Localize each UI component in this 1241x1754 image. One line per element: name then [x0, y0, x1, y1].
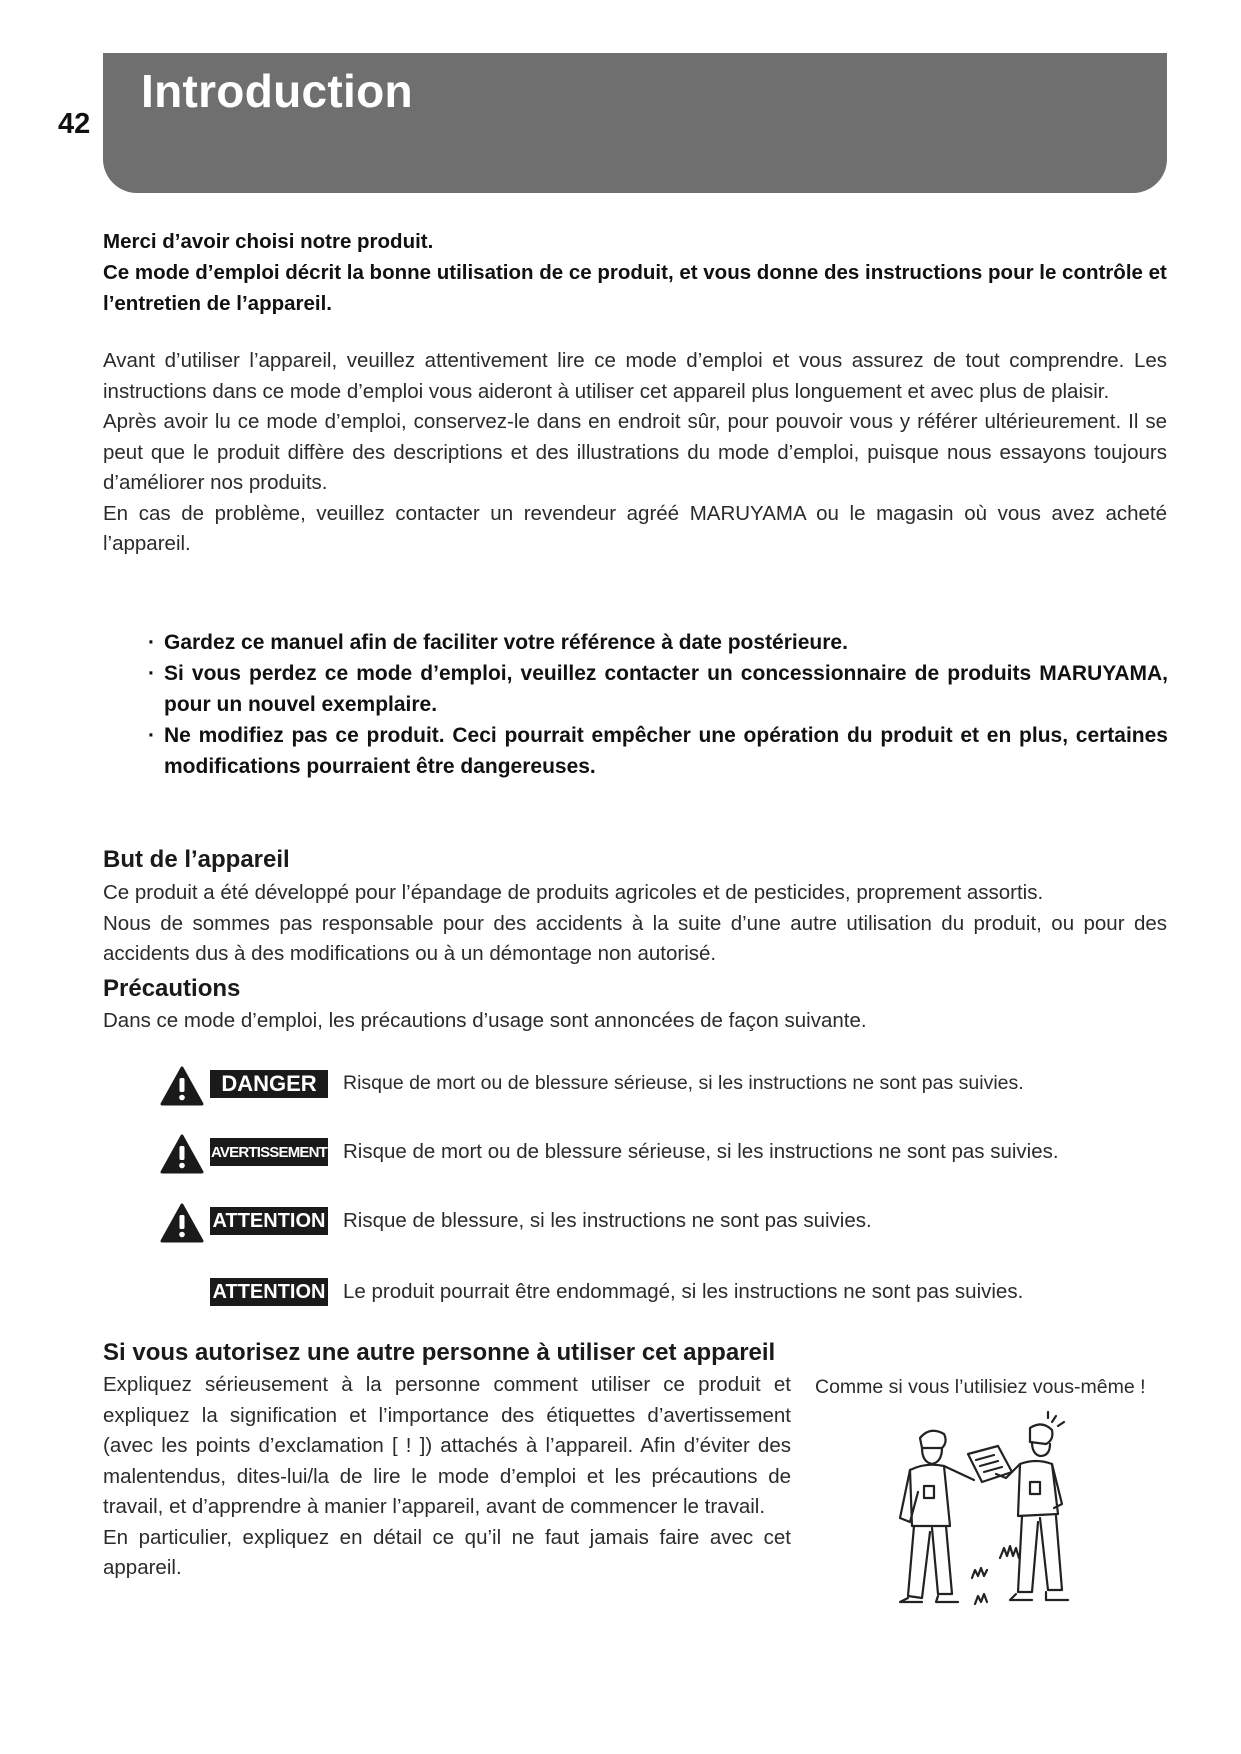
- warning-row-attention-product: [160, 1272, 1120, 1312]
- warning-row-attention: [160, 1201, 1120, 1241]
- warning-triangle-icon: [160, 1134, 204, 1174]
- precautions-intro: Dans ce mode d’emploi, les précautions d’usage sont annoncées de façon suivante.: [103, 1009, 867, 1032]
- bullet-list: [148, 627, 1168, 782]
- two-workers-illustration: [880, 1408, 1090, 1618]
- warning-description: Risque de blessure, si les instructions ne sont pas suivies.: [343, 1209, 872, 1232]
- warning-description: Risque de mort ou de blessure sérieuse, si les instructions ne sont pas suivies.: [343, 1072, 1024, 1094]
- but-section-text: [103, 878, 1167, 970]
- section-heading-but: But de l’appareil: [103, 846, 290, 873]
- paragraph: Après avoir lu ce mode d’emploi, conservez-le dans en endroit sûr, pour pouvoir vous y référer ultérieurement. Il se peut que le produit diffère des descriptions et des illustrations du mode d’emploi, puisque nous essayons toujours d’améliorer nos produits.: [103, 410, 1167, 494]
- header-bar: [103, 53, 1167, 193]
- illustration-caption: Comme si vous l’utilisiez vous-même !: [815, 1376, 1146, 1398]
- danger-label: DANGER: [210, 1070, 328, 1098]
- warning-description: Le produit pourrait être endommagé, si les instructions ne sont pas suivies.: [343, 1280, 1024, 1303]
- warning-row-avertissement: [160, 1132, 1120, 1172]
- attention-label: ATTENTION: [210, 1278, 328, 1306]
- page-number: 42: [58, 108, 91, 140]
- paragraph: En cas de problème, veuillez contacter un revendeur agréé MARUYAMA ou le magasin où vous avez acheté l’appareil.: [103, 501, 1167, 555]
- bullet-item: · Gardez ce manuel afin de faciliter votre référence à date postérieure.: [148, 627, 1168, 658]
- paragraph: Expliquez sérieusement à la personne comment utiliser ce produit et expliquez la signification et l’importance des étiquettes d’avertissement (avec les points d’exclamation [ ! ]) attachés à l’appareil. Afin d’éviter des malentendus, dites-lui/la de lire le mode d’emploi et les précautions de travail, et d’apprendre à manier l’appareil, avant de commencer le travail.: [103, 1373, 791, 1518]
- bullet-item: · Si vous perdez ce mode d’emploi, veuillez contacter un concessionnaire de produits MARUYAMA, pour un nouvel exemplaire.: [148, 658, 1168, 720]
- intro-paragraphs: [103, 346, 1167, 560]
- paragraph: Nous de sommes pas responsable pour des accidents à la suite d’une autre utilisation du produit, ou pour des accidents dus à des modifications ou à un démontage non autorisé.: [103, 911, 1167, 965]
- warning-triangle-icon: [160, 1203, 204, 1243]
- warning-row-danger: [160, 1064, 1120, 1104]
- warning-description: Risque de mort ou de blessure sérieuse, si les instructions ne sont pas suivies.: [343, 1140, 1059, 1163]
- avertissement-label: AVERTISSEMENT: [210, 1138, 328, 1166]
- section-heading-precautions: Précautions: [103, 975, 241, 1002]
- section-heading-autre-personne: Si vous autorisez une autre personne à utiliser cet appareil: [103, 1339, 776, 1366]
- paragraph: Avant d’utiliser l’appareil, veuillez attentivement lire ce mode d’emploi et vous assurez de tout comprendre. Les instructions dans ce mode d’emploi vous aideront à utiliser cet appareil plus longuement et avec plus de plaisir.: [103, 349, 1167, 403]
- paragraph: Ce produit a été développé pour l’épandage de produits agricoles et de pesticides, proprement assortis.: [103, 881, 1044, 904]
- warning-triangle-icon: [160, 1066, 204, 1106]
- autre-personne-text: [103, 1370, 791, 1584]
- page-title: Introduction: [141, 65, 413, 117]
- intro-line-2: Ce mode d’emploi décrit la bonne utilisation de ce produit, et vous donne des instructions pour le contrôle et l’entretien de l’appareil.: [103, 261, 1167, 315]
- intro-bold-block: [103, 226, 1167, 319]
- paragraph: En particulier, expliquez en détail ce qu’il ne faut jamais faire avec cet appareil.: [103, 1525, 791, 1579]
- intro-line-1: Merci d’avoir choisi notre produit.: [103, 230, 434, 253]
- bullet-item: · Ne modifiez pas ce produit. Ceci pourrait empêcher une opération du produit et en plus, certaines modifications pourraient être dangereuses.: [148, 720, 1168, 782]
- attention-label: ATTENTION: [210, 1207, 328, 1235]
